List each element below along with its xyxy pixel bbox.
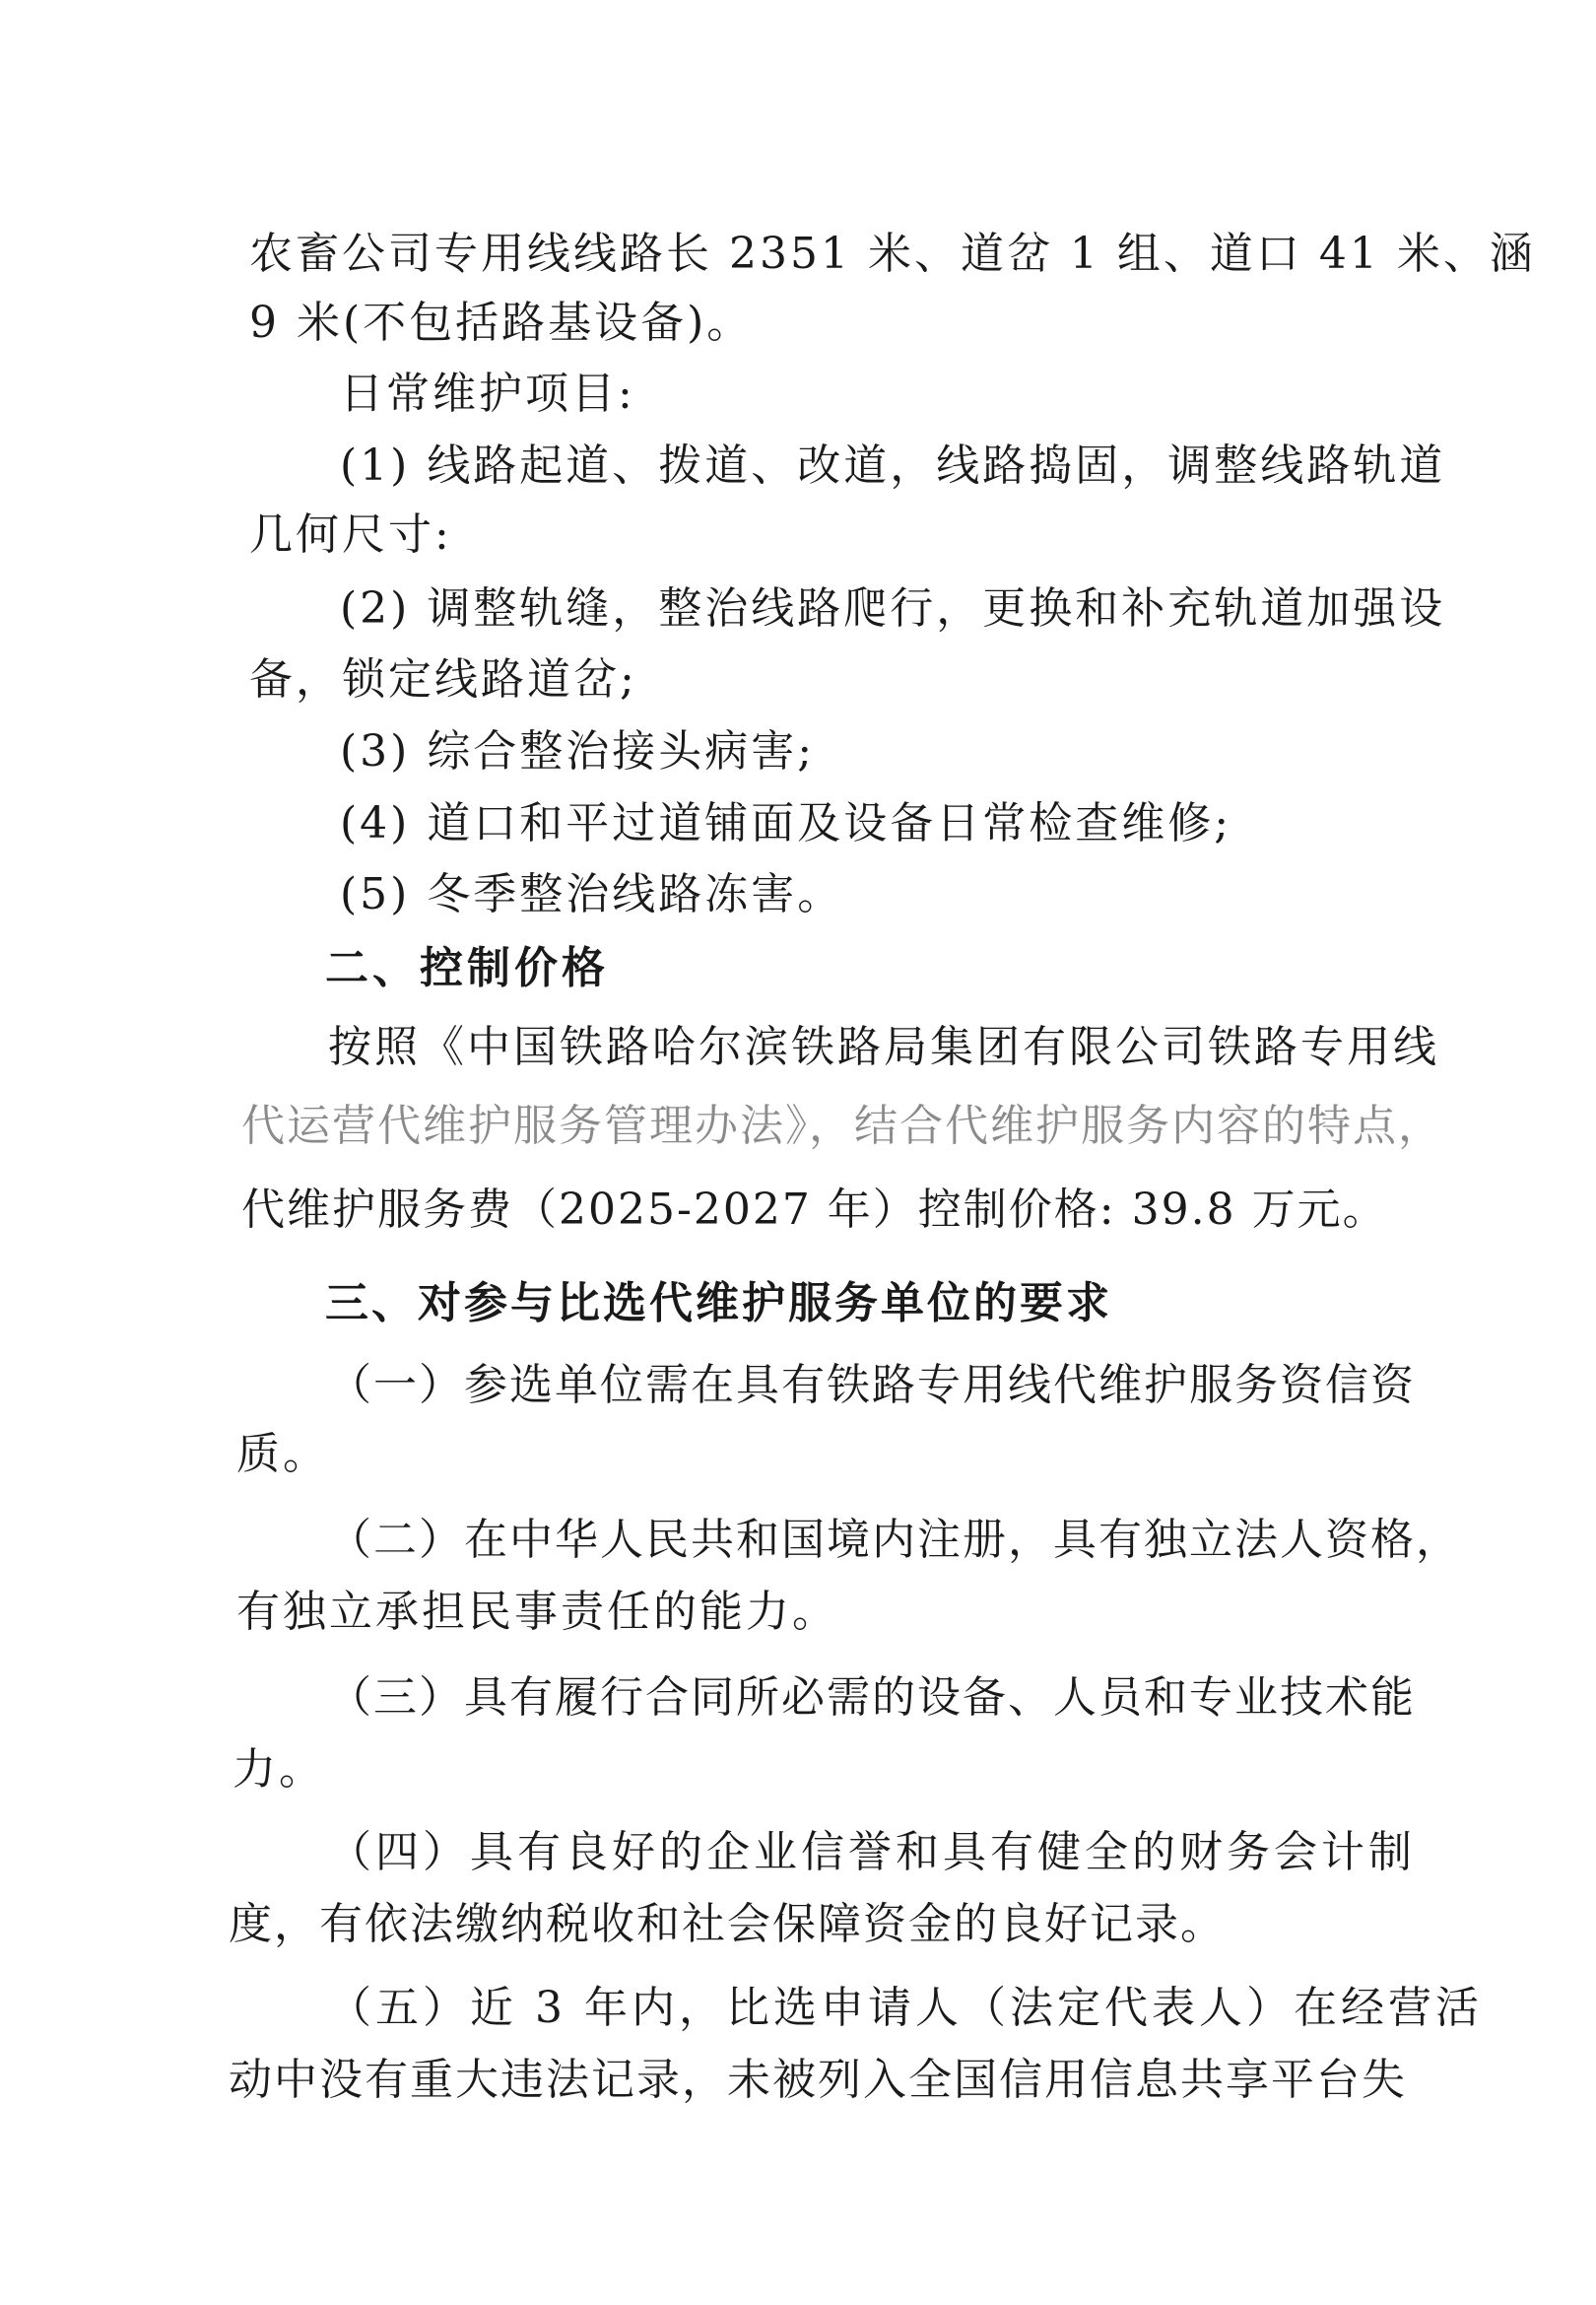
body-text-line: 9 米(不包括路基设备)。 [249,298,754,348]
list-item: (2) 调整轨缝，整治线路爬行，更换和补充轨道加强设 [340,583,1446,634]
section-heading: 二、控制价格 [325,943,609,993]
list-item: (5) 冬季整治线路冻害。 [340,869,844,919]
body-text-line: 代维护服务费（2025-2027 年）控制价格: 39.8 万元。 [241,1185,1388,1235]
list-item: (1) 线路起道、拨道、改道，线路捣固，调整线路轨道 [340,441,1446,491]
list-intro: 日常维护项目: [340,369,635,419]
body-text-line: 备，锁定线路道岔; [249,654,637,705]
body-text-line: 几何尺寸: [249,509,452,560]
body-text-line: 农畜公司专用线线路长 2351 米、道岔 1 组、道口 41 米、涵 [249,229,1536,279]
body-text-line: 动中没有重大违法记录，未被列入全国信用信息共享平台失 [229,2055,1407,2105]
list-item: (3) 综合整治接头病害; [340,726,816,777]
list-item: （二）在中华人民共和国境内注册，具有独立法人资格， [328,1515,1461,1565]
list-item: （四）具有良好的企业信誉和具有健全的财务会计制 [328,1827,1416,1877]
body-text-line: 质。 [236,1429,329,1479]
body-text-line: 度，有依法缴纳税收和社会保障资金的良好记录。 [229,1899,1226,1949]
body-text-line: 力。 [233,1744,325,1795]
list-item: （三）具有履行合同所必需的设备、人员和专业技术能 [328,1672,1416,1723]
body-text-line: 代运营代维护服务管理办法》，结合代维护服务内容的特点， [241,1101,1443,1151]
body-text-line: 有独立承担民事责任的能力。 [236,1587,838,1637]
list-item: （一）参选单位需在具有铁路专用线代维护服务资信资 [328,1360,1416,1410]
body-text-line: 按照《中国铁路哈尔滨铁路局集团有限公司铁路专用线 [328,1022,1439,1072]
section-heading: 三、对参与比选代维护服务单位的要求 [325,1278,1112,1328]
list-item: （五）近 3 年内，比选申请人（法定代表人）在经营活 [328,1983,1483,2033]
list-item: (4) 道口和平过道铺面及设备日常检查维修; [340,798,1232,848]
